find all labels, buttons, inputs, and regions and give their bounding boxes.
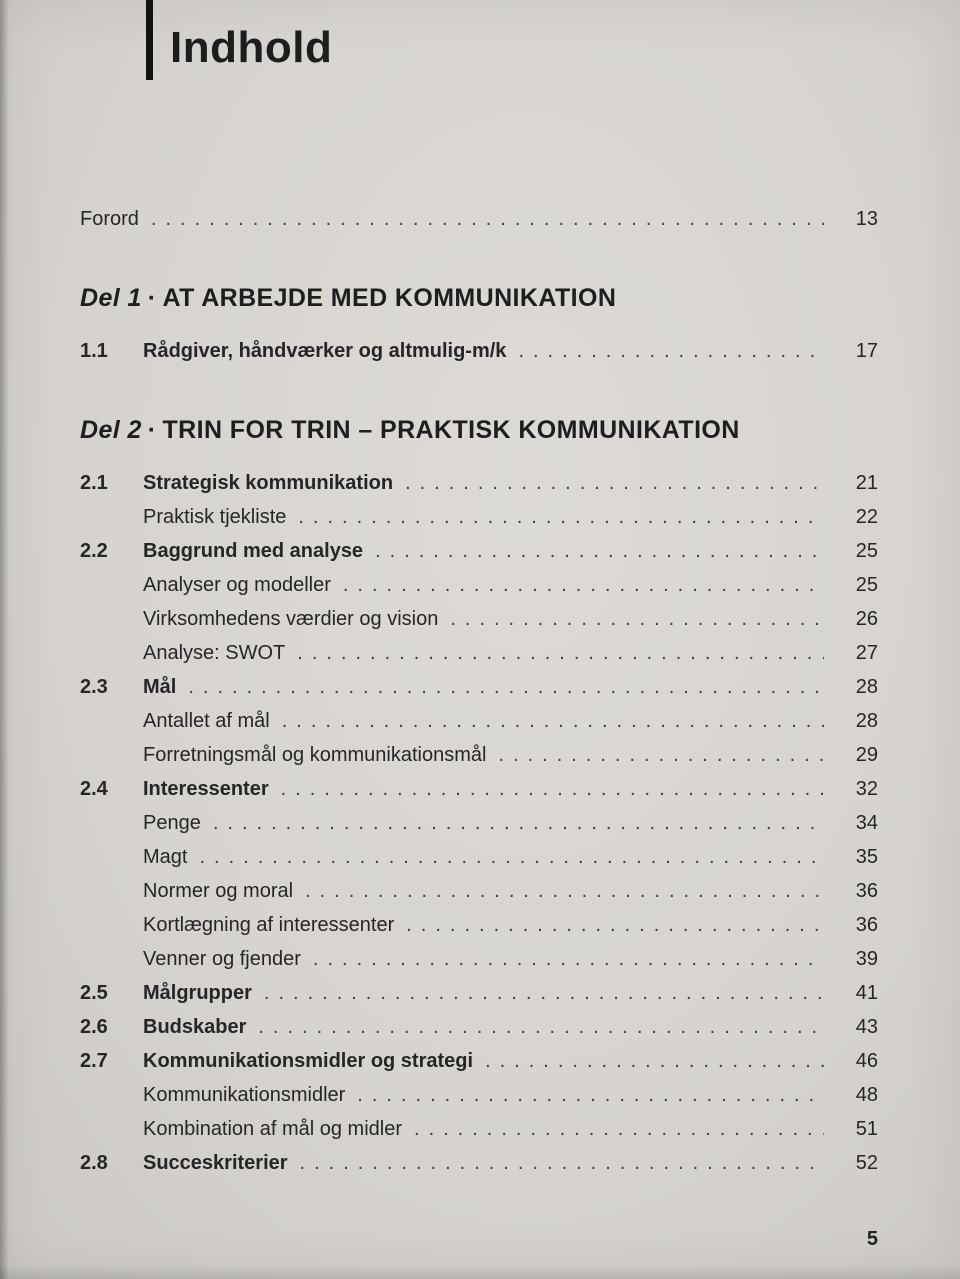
toc-entry-label: Virksomhedens værdier og vision (143, 608, 439, 630)
toc-row (80, 874, 878, 908)
toc-row (80, 704, 878, 738)
toc-row (80, 466, 878, 500)
toc-entry-page: 29 (855, 744, 878, 766)
toc-entry-page: 36 (855, 914, 878, 936)
part-label: Del 2 (80, 416, 142, 444)
toc-entry-number: 2.2 (80, 540, 108, 562)
toc-entry-page: 41 (855, 982, 878, 1004)
dot-leader (414, 1112, 824, 1146)
dot-leader (264, 976, 824, 1010)
toc-row (80, 500, 878, 534)
toc-entry-number: 2.4 (80, 778, 108, 800)
toc-entry-page: 21 (855, 472, 878, 494)
toc-row (80, 840, 878, 874)
toc-entry-page: 46 (855, 1050, 878, 1072)
dot-leader (313, 942, 824, 976)
dot-leader (405, 466, 824, 500)
dot-leader (450, 602, 824, 636)
toc-entry-label: Forord (80, 208, 139, 230)
toc-row (80, 670, 878, 704)
toc-entry-number: 2.3 (80, 676, 108, 698)
toc-row (80, 534, 878, 568)
toc-entry-page: 36 (855, 880, 878, 902)
part-title: AT ARBEJDE MED KOMMUNIKATION (162, 284, 617, 312)
toc-entry-label: Kommunikationsmidler og strategi (143, 1050, 474, 1072)
toc-entry-label: Kombination af mål og midler (143, 1118, 403, 1140)
part-label: Del 1 (80, 284, 142, 312)
dot-leader (281, 772, 824, 806)
page-title: Indhold (170, 23, 333, 72)
toc-entry-page: 34 (855, 812, 878, 834)
toc-entry-label: Analyser og modeller (143, 574, 331, 596)
dot-leader (297, 636, 824, 670)
toc-entry-label: Venner og fjender (143, 948, 301, 970)
toc-entry-label: Mål (143, 676, 177, 698)
toc-entry-page: 39 (855, 948, 878, 970)
toc-entry-page: 48 (855, 1084, 878, 1106)
toc-row (80, 202, 878, 236)
dot-leader (188, 670, 824, 704)
toc-entry-label: Baggrund med analyse (143, 540, 364, 562)
dot-leader (282, 704, 824, 738)
dot-leader (298, 500, 824, 534)
toc-entry-label: Rådgiver, håndværker og altmulig-m/k (143, 340, 507, 362)
part-heading (80, 412, 878, 448)
toc-entry-label: Budskaber (143, 1016, 247, 1038)
page-number: 5 (866, 1228, 878, 1250)
toc-list (80, 202, 878, 1180)
toc-entry-number: 2.5 (80, 982, 108, 1004)
toc-entry-label: Antallet af mål (143, 710, 270, 732)
toc-entry-page: 26 (855, 608, 878, 630)
toc-entry-page: 28 (855, 710, 878, 732)
dot-leader (199, 840, 824, 874)
toc-row (80, 908, 878, 942)
toc-row (80, 1112, 878, 1146)
title-accent-bar (146, 0, 153, 80)
toc-row (80, 1146, 878, 1180)
toc-entry-number: 1.1 (80, 340, 108, 362)
toc-entry-page: 13 (855, 208, 878, 230)
toc-entry-label: Praktisk tjekliste (143, 506, 287, 528)
toc-row (80, 738, 878, 772)
toc-row (80, 942, 878, 976)
toc-row (80, 1010, 878, 1044)
dot-leader (518, 334, 824, 368)
toc-row (80, 806, 878, 840)
part-separator: · (147, 284, 157, 312)
toc-entry-label: Magt (143, 846, 188, 868)
toc-entry-label: Forretningsmål og kommunikationsmål (143, 744, 487, 766)
toc-entry-number: 2.1 (80, 472, 108, 494)
toc-entry-page: 22 (855, 506, 878, 528)
toc-row (80, 334, 878, 368)
dot-leader (213, 806, 824, 840)
toc-entry-page: 35 (855, 846, 878, 868)
dot-leader (151, 202, 824, 236)
toc-entry-label: Interessenter (143, 778, 269, 800)
part-separator: · (147, 416, 157, 444)
toc-entry-label: Analyse: SWOT (143, 642, 286, 664)
toc-row (80, 976, 878, 1010)
dot-leader (498, 738, 824, 772)
toc-entry-label: Succeskriterier (143, 1152, 288, 1174)
dot-leader (357, 1078, 824, 1112)
toc-row (80, 568, 878, 602)
toc-entry-page: 25 (855, 540, 878, 562)
toc-row (80, 772, 878, 806)
toc-row (80, 636, 878, 670)
dot-leader (375, 534, 824, 568)
toc-entry-label: Penge (143, 812, 201, 834)
toc-entry-page: 32 (855, 778, 878, 800)
toc-entry-page: 25 (855, 574, 878, 596)
toc-entry-label: Strategisk kommunikation (143, 472, 394, 494)
toc-entry-page: 28 (855, 676, 878, 698)
part-heading (80, 280, 878, 316)
part-title: TRIN FOR TRIN – PRAKTISK KOMMUNIKATION (162, 416, 740, 444)
toc-entry-label: Kortlægning af interessenter (143, 914, 395, 936)
toc-row (80, 1044, 878, 1078)
dot-leader (406, 908, 824, 942)
toc-entry-page: 51 (855, 1118, 878, 1140)
dot-leader (258, 1010, 824, 1044)
dot-leader (485, 1044, 824, 1078)
toc-entry-number: 2.8 (80, 1152, 108, 1174)
dot-leader (343, 568, 824, 602)
toc-entry-page: 27 (855, 642, 878, 664)
toc-entry-label: Målgrupper (143, 982, 252, 1004)
toc-entry-number: 2.7 (80, 1050, 108, 1072)
toc-row (80, 1078, 878, 1112)
dot-leader (305, 874, 824, 908)
toc-entry-label: Kommunikationsmidler (143, 1084, 346, 1106)
toc-entry-page: 52 (855, 1152, 878, 1174)
toc-entry-page: 43 (855, 1016, 878, 1038)
toc-entry-number: 2.6 (80, 1016, 108, 1038)
dot-leader (300, 1146, 824, 1180)
toc-entry-page: 17 (855, 340, 878, 362)
toc-row (80, 602, 878, 636)
toc-entry-label: Normer og moral (143, 880, 294, 902)
